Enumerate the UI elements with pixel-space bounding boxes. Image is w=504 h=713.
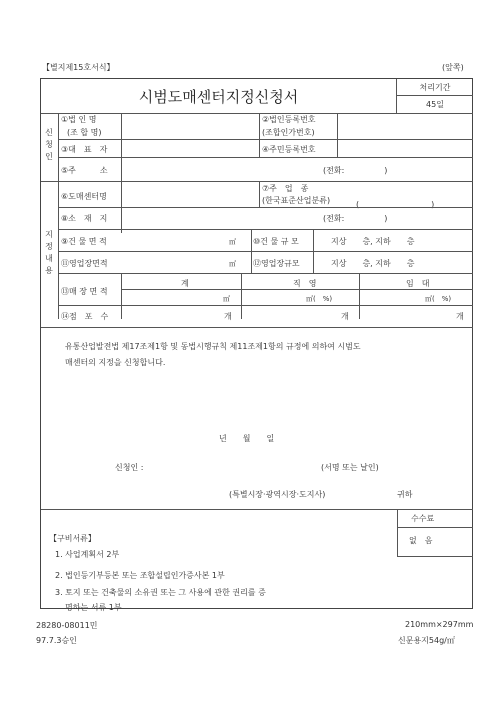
corp-name-sublabel: (조 합 명) xyxy=(67,128,102,137)
form-title: 시범도매센터지정신청서 xyxy=(138,87,299,106)
page-side: (앞쪽) xyxy=(442,63,464,72)
address-label: ⑤주 소 xyxy=(61,166,108,175)
applicant-sign-label: 신청인 : xyxy=(115,463,144,472)
store-count-unit-1: 개 xyxy=(224,312,232,321)
document-item: 2. 법인등기부등본 또는 조합설립인가증사본 1부 xyxy=(55,571,225,580)
location-phone: (전화: ) xyxy=(323,214,388,223)
designation-section-label: 지 정 내 용 xyxy=(45,230,53,275)
document-item: 3. 토지 또는 건축물의 소유권 또는 그 사용에 관한 권리를 증 xyxy=(55,588,266,597)
paper-type: 신문용지54g/㎡ xyxy=(398,636,455,645)
area-total-unit: ㎡ xyxy=(223,295,230,303)
location-label: ⑧소 재 지 xyxy=(61,214,108,223)
form-code: 28280-08011민 xyxy=(36,621,98,630)
date-line: 년 월 일 xyxy=(219,434,275,443)
form-frame xyxy=(40,78,473,612)
store-count-label: ⑭점 포 수 xyxy=(61,312,109,321)
building-scale-value: 지상 층, 지하 층 xyxy=(331,237,415,246)
statement-line-1: 유통산업발전법 제17조제1항 및 동법시행규칙 제11조제1항의 규정에 의하여 시범도 xyxy=(65,342,361,351)
document-item: 명하는 서류 1부 xyxy=(65,603,122,612)
paper-size: 210mm×297mm xyxy=(405,620,474,629)
sales-scale-value: 지상 층, 지하 층 xyxy=(331,259,415,268)
corp-name-label: ①법 인 명 xyxy=(61,115,97,124)
sales-area-label: ⑪영업장면적 xyxy=(61,259,108,268)
applicant-section-label: 신 청 인 xyxy=(45,128,53,161)
main-business-sublabel: (한국표준산업분류) xyxy=(262,196,331,205)
store-area-label: ⑬매 장 면 적 xyxy=(61,287,108,296)
store-count-unit-2: 개 xyxy=(341,312,349,321)
col-lease: 임 대 xyxy=(406,279,430,288)
processing-period-value: 45일 xyxy=(426,100,444,109)
sales-scale-label: ⑫영업장규모 xyxy=(253,259,300,268)
col-total: 계 xyxy=(181,279,189,288)
col-direct: 직 영 xyxy=(293,279,317,288)
industry-code-field[interactable]: ( ) xyxy=(356,200,435,209)
fee-value: 없 음 xyxy=(409,536,433,545)
signature-note: (서명 또는 날인) xyxy=(321,463,379,472)
corp-reg-sublabel: (조합인가번호) xyxy=(262,128,315,137)
approval-date: 97.7.3승인 xyxy=(36,636,77,645)
form-number: 【별지제15호서식】 xyxy=(42,63,115,72)
area-lease-unit: ㎡( %) xyxy=(425,295,452,303)
processing-period-label: 처리기간 xyxy=(419,83,451,92)
address-phone: (전화: ) xyxy=(323,166,388,175)
main-business-label: ⑦주 업 종 xyxy=(262,184,309,193)
fee-label: 수수료 xyxy=(411,514,435,523)
honorific: 귀하 xyxy=(397,490,413,499)
sales-area-unit: ㎡ xyxy=(229,260,236,268)
resident-reg-label: ④주민등록번호 xyxy=(262,145,316,154)
building-scale-label: ⑩건 물 규 모 xyxy=(253,237,299,246)
center-name-label: ⑥도매센터명 xyxy=(61,192,107,201)
building-area-unit: ㎡ xyxy=(229,238,236,246)
recipient: (특별시장·광역시장·도지사) xyxy=(229,490,326,499)
area-direct-unit: ㎡( %) xyxy=(306,295,333,303)
building-area-label: ⑨건 물 면 적 xyxy=(61,237,107,246)
document-item: 1. 사업계획서 2부 xyxy=(55,550,120,559)
documents-title: 【구비서류】 xyxy=(49,534,96,543)
statement-line-2: 매센터의 지정을 신청합니다. xyxy=(65,358,166,367)
store-count-unit-3: 개 xyxy=(456,312,464,321)
corp-reg-label: ②법인등록번호 xyxy=(262,115,316,124)
representative-label: ③대 표 자 xyxy=(61,145,108,154)
